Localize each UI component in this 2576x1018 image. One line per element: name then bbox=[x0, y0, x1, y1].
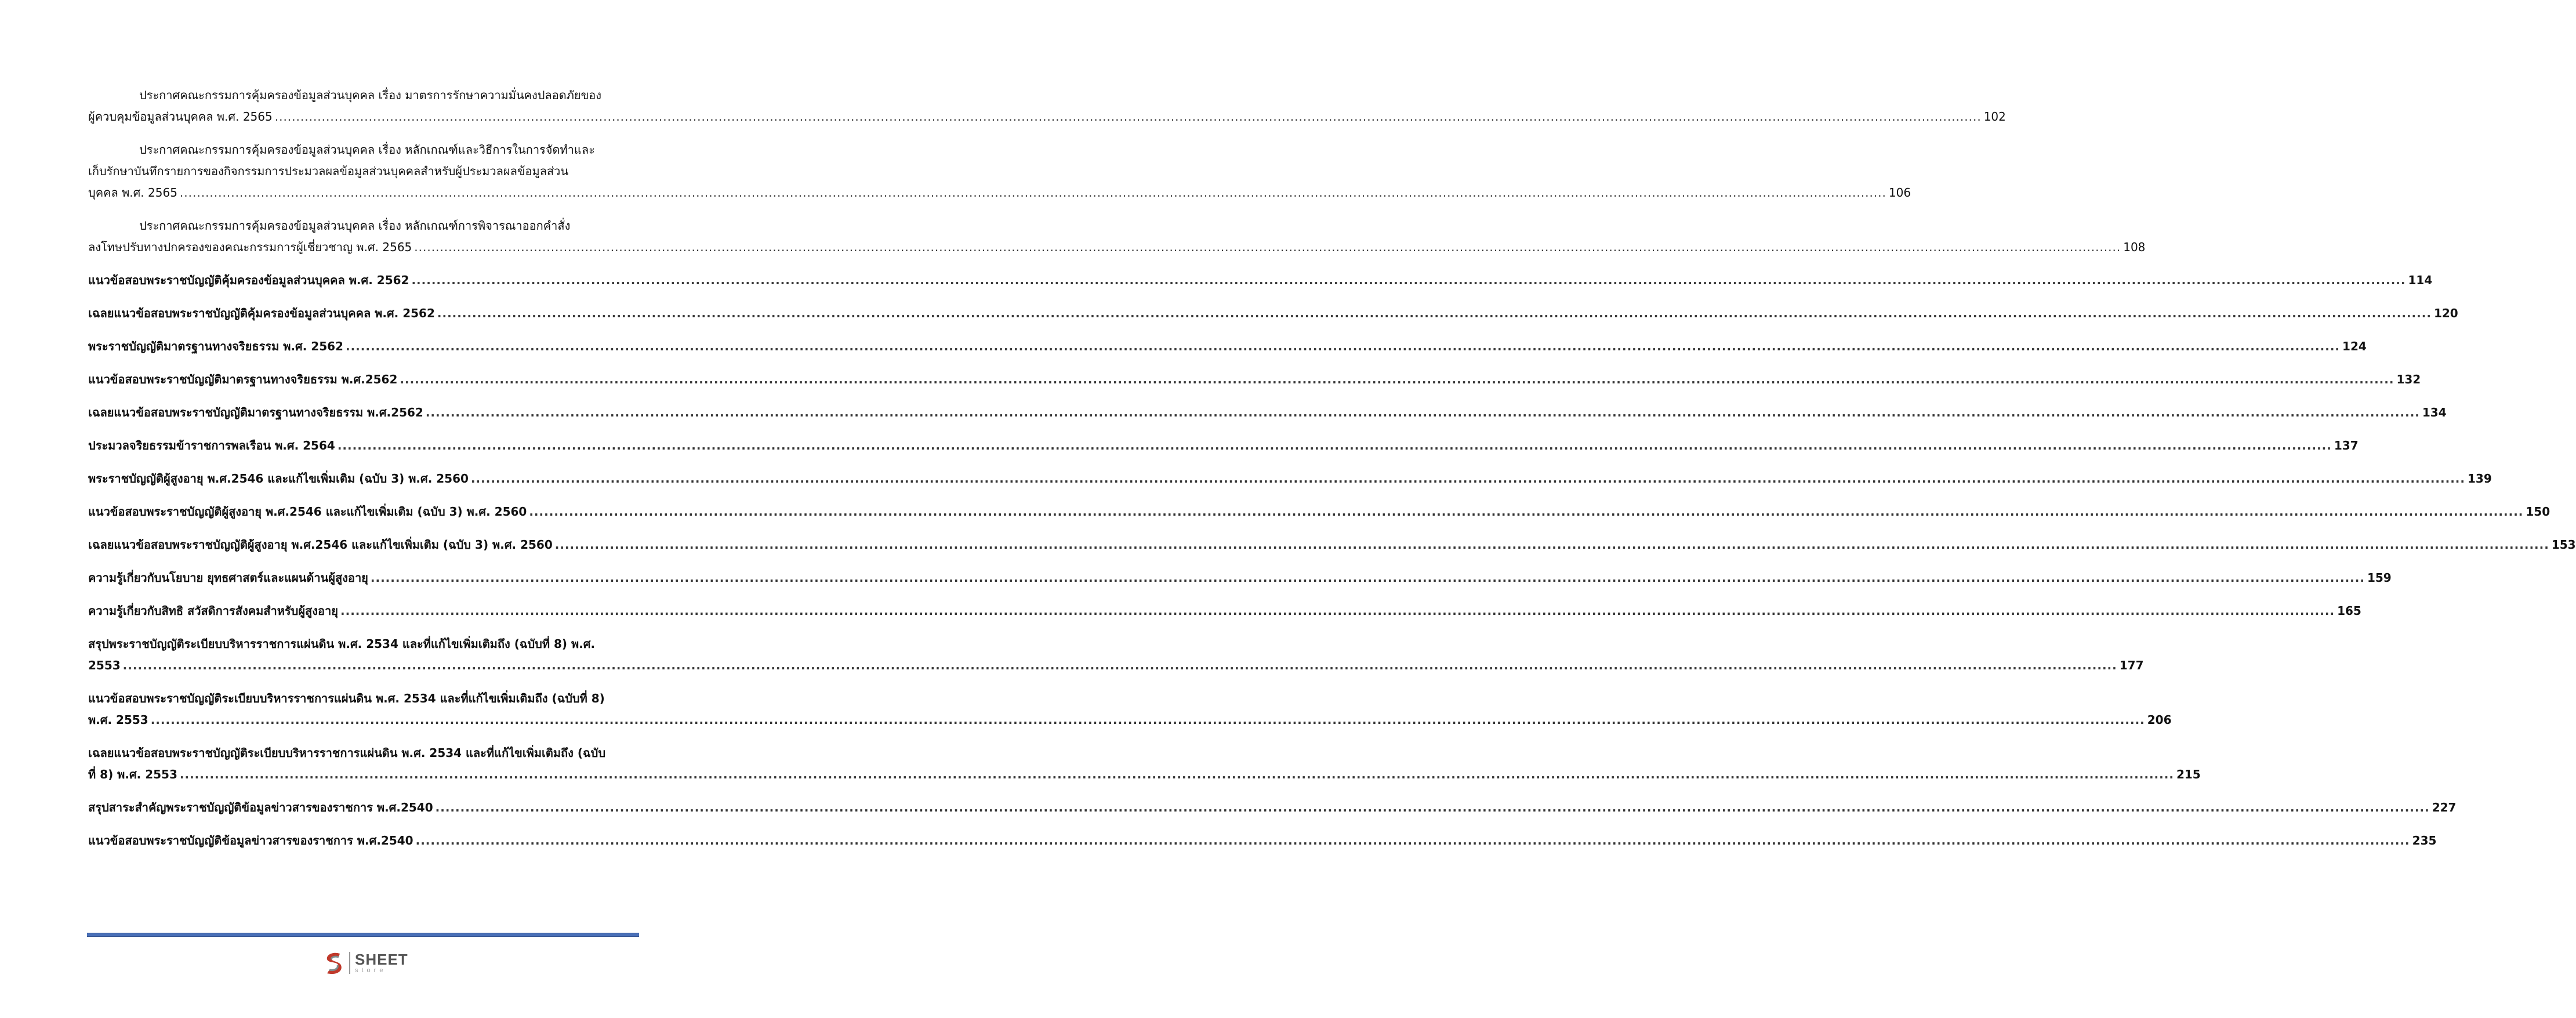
toc-entry-leader-line bbox=[88, 435, 2359, 457]
toc-page-number: 132 bbox=[2396, 372, 2421, 386]
toc-entry-title: ผู้ควบคุมข้อมูลส่วนบุคคล พ.ศ. 2565 bbox=[88, 110, 273, 124]
toc-entry-leader-line bbox=[88, 764, 2201, 785]
toc-entry bbox=[88, 336, 2367, 357]
toc-entry-title: แนวข้อสอบพระราชบัญญัติข้อมูลข่าวสารของราชการ พ.ศ.2540 bbox=[88, 834, 413, 847]
toc-entry-leader-line bbox=[88, 106, 2006, 128]
toc-entry-leader-line bbox=[88, 830, 2437, 852]
toc-entry-title: บุคคล พ.ศ. 2565 bbox=[88, 186, 177, 200]
toc-entry-leader-line bbox=[88, 369, 2421, 390]
toc-entry bbox=[88, 534, 2576, 556]
toc-entry-leader-line bbox=[88, 534, 2576, 556]
toc-entry bbox=[88, 567, 2392, 589]
toc-dot-leader: ................................................................................................................................................................................................................................................................................................................................................................................................................ bbox=[400, 372, 2394, 386]
toc-entry bbox=[88, 830, 2437, 852]
toc-entry-text-line: เฉลยแนวข้อสอบพระราชบัญญัติระเบียบบริหารราชการแผ่นดิน พ.ศ. 2534 และที่แก้ไขเพิ่มเติมถึง (ฉบับ bbox=[88, 746, 606, 760]
toc-dot-leader: ................................................................................................................................................................................................................................................................................................................................................................................................................ bbox=[345, 339, 2341, 353]
toc-entry-title: แนวข้อสอบพระราชบัญญัติมาตรฐานทางจริยธรรม พ.ศ.2562 bbox=[88, 372, 398, 386]
toc-page-number: 165 bbox=[2337, 604, 2361, 618]
logo-separator bbox=[349, 952, 350, 974]
toc-entry bbox=[88, 139, 1911, 204]
toc-entry-title: เฉลยแนวข้อสอบพระราชบัญญัติมาตรฐานทางจริยธรรม พ.ศ.2562 bbox=[88, 405, 423, 419]
toc-entry-leader-line bbox=[88, 797, 2457, 818]
sheet-store-logo bbox=[322, 948, 415, 978]
toc-dot-leader: ................................................................................................................................................................................................................................................................................................................................................................................................................ bbox=[425, 405, 2420, 419]
footer-divider bbox=[87, 933, 639, 937]
toc-entry bbox=[88, 501, 2550, 523]
toc-page-number: 159 bbox=[2367, 571, 2392, 585]
toc-entry bbox=[88, 85, 2006, 128]
toc-entry-text-line: สรุปพระราชบัญญัติระเบียบบริหารราชการแผ่นดิน พ.ศ. 2534 และที่แก้ไขเพิ่มเติมถึง (ฉบับที่ 8) พ.ศ. bbox=[88, 637, 596, 651]
toc-page-number: 215 bbox=[2176, 767, 2201, 781]
toc-page-number: 124 bbox=[2342, 339, 2367, 353]
toc-entry-title: ลงโทษปรับทางปกครองของคณะกรรมการผู้เชี่ยวชาญ พ.ศ. 2565 bbox=[88, 240, 412, 254]
toc-page-number: 150 bbox=[2526, 505, 2550, 519]
toc-page-number: 206 bbox=[2147, 713, 2172, 727]
toc-page-number: 106 bbox=[1888, 186, 1911, 200]
toc-dot-leader: ................................................................................................................................................................................................................................................................................................................................................................................................................ bbox=[411, 273, 2406, 287]
toc-entry-title: สรุปสาระสำคัญพระราชบัญญัติข้อมูลข่าวสารของราชการ พ.ศ.2540 bbox=[88, 800, 433, 814]
toc-entry-title: แนวข้อสอบพระราชบัญญัติผู้สูงอายุ พ.ศ.2546 และแก้ไขเพิ่มเติม (ฉบับ 3) พ.ศ. 2560 bbox=[88, 505, 527, 519]
toc-dot-leader: ................................................................................................................................................................................................................................................................................................................................................................................................................ bbox=[122, 658, 2117, 672]
toc-entry-leader-line bbox=[88, 501, 2550, 523]
toc-entry-text-line: ประกาศคณะกรรมการคุ้มครองข้อมูลส่วนบุคคล เรื่อง มาตรการรักษาความมั่นคงปลอดภัยของ bbox=[139, 88, 602, 102]
toc-page-number: 153 bbox=[2551, 538, 2576, 552]
toc-entry bbox=[88, 797, 2457, 818]
toc-dot-leader: ................................................................................................................................................................................................................................................................................................................................................................................................................ bbox=[415, 834, 2410, 847]
logo-brand-subtext: store bbox=[355, 967, 387, 974]
toc-dot-leader: ................................................................................................................................................................................................................................................................................................................................................................................................................ bbox=[470, 472, 2465, 486]
toc-entry-leader-line bbox=[88, 336, 2367, 357]
toc-dot-leader: ................................................................................................................................................................................................................................................................................................................................................................................................................ bbox=[529, 505, 2524, 519]
toc-entry bbox=[88, 600, 2361, 622]
toc-entry bbox=[88, 742, 2201, 785]
toc-page-number: 227 bbox=[2432, 800, 2457, 814]
toc-page-number: 137 bbox=[2334, 439, 2359, 452]
toc-page-number: 102 bbox=[1983, 110, 2006, 124]
toc-page-number: 108 bbox=[2123, 240, 2146, 254]
toc-entry-leader-line bbox=[88, 182, 1911, 204]
toc-dot-leader: ................................................................................................................................................................................................................................................................................................................................................................................................................ bbox=[435, 800, 2430, 814]
toc-entry bbox=[88, 303, 2458, 324]
toc-entry-leader-line bbox=[88, 270, 2433, 291]
toc-entry-title: เฉลยแนวข้อสอบพระราชบัญญัติผู้สูงอายุ พ.ศ.2546 และแก้ไขเพิ่มเติม (ฉบับ 3) พ.ศ. 2560 bbox=[88, 538, 553, 552]
toc-entry-title: พ.ศ. 2553 bbox=[88, 713, 148, 727]
toc-entry-text-line: แนวข้อสอบพระราชบัญญัติระเบียบบริหารราชการแผ่นดิน พ.ศ. 2534 และที่แก้ไขเพิ่มเติมถึง (ฉบับที่ 8) bbox=[88, 691, 605, 705]
toc-entry-title: พระราชบัญญัติมาตรฐานทางจริยธรรม พ.ศ. 2562 bbox=[88, 339, 343, 353]
logo-brand-text: SHEET bbox=[355, 951, 408, 968]
toc-dot-leader: ................................................................................................................................................................................................................................................................................................................................................................................................................ bbox=[274, 110, 1982, 124]
toc-entry bbox=[88, 468, 2492, 490]
toc-dot-leader: ................................................................................................................................................................................................................................................................................................................................................................................................................ bbox=[337, 439, 2332, 452]
toc-entry-text-line: ประกาศคณะกรรมการคุ้มครองข้อมูลส่วนบุคคล เรื่อง หลักเกณฑ์และวิธีการในการจัดทำและ bbox=[139, 143, 595, 157]
logo-wordmark bbox=[355, 952, 408, 974]
toc-dot-leader: ................................................................................................................................................................................................................................................................................................................................................................................................................ bbox=[370, 571, 2365, 585]
toc-entry bbox=[88, 435, 2359, 457]
toc-entry bbox=[88, 369, 2421, 390]
toc-dot-leader: ................................................................................................................................................................................................................................................................................................................................................................................................................ bbox=[340, 604, 2335, 618]
toc-entry-leader-line bbox=[88, 709, 2172, 731]
toc-entry bbox=[88, 270, 2433, 291]
toc-entry-leader-line bbox=[88, 567, 2392, 589]
toc-entry-title: 2553 bbox=[88, 658, 121, 672]
toc-dot-leader: ................................................................................................................................................................................................................................................................................................................................................................................................................ bbox=[179, 186, 1886, 200]
toc-page-number: 235 bbox=[2412, 834, 2437, 847]
toc-entry-title: แนวข้อสอบพระราชบัญญัติคุ้มครองข้อมูลส่วนบุคคล พ.ศ. 2562 bbox=[88, 273, 409, 287]
toc-entry-leader-line bbox=[88, 402, 2447, 423]
toc-entry bbox=[88, 215, 2146, 258]
toc-page-number: 134 bbox=[2422, 405, 2447, 419]
toc-entry-leader-line bbox=[88, 237, 2146, 258]
toc-dot-leader: ................................................................................................................................................................................................................................................................................................................................................................................................................ bbox=[554, 538, 2549, 552]
toc-entry-leader-line bbox=[88, 303, 2458, 324]
toc-page-number: 177 bbox=[2119, 658, 2144, 672]
toc-entry-title: ที่ 8) พ.ศ. 2553 bbox=[88, 767, 177, 781]
toc-entry-leader-line bbox=[88, 655, 2144, 676]
toc-entry-title: ความรู้เกี่ยวกับสิทธิ สวัสดิการสังคมสำหรับผู้สูงอายุ bbox=[88, 604, 338, 618]
toc-page-number: 120 bbox=[2433, 306, 2458, 320]
toc-entry-title: พระราชบัญญัติผู้สูงอายุ พ.ศ.2546 และแก้ไขเพิ่มเติม (ฉบับ 3) พ.ศ. 2560 bbox=[88, 472, 469, 486]
toc-entry-title: ประมวลจริยธรรมข้าราชการพลเรือน พ.ศ. 2564 bbox=[88, 439, 335, 452]
toc-entry-text-line: ประกาศคณะกรรมการคุ้มครองข้อมูลส่วนบุคคล เรื่อง หลักเกณฑ์การพิจารณาออกคำสั่ง bbox=[139, 219, 571, 233]
toc-entry-text-line: เก็บรักษาบันทึกรายการของกิจกรรมการประมวลผลข้อมูลส่วนบุคคลสำหรับผู้ประมวลผลข้อมูลส่วน bbox=[88, 164, 569, 178]
toc-dot-leader: ................................................................................................................................................................................................................................................................................................................................................................................................................ bbox=[437, 306, 2432, 320]
toc-dot-leader: ................................................................................................................................................................................................................................................................................................................................................................................................................ bbox=[179, 767, 2174, 781]
toc-page-number: 139 bbox=[2468, 472, 2492, 486]
table-of-contents bbox=[88, 85, 2576, 863]
toc-entry-leader-line bbox=[88, 600, 2361, 622]
toc-entry-title: ความรู้เกี่ยวกับนโยบาย ยุทธศาสตร์และแผนด้านผู้สูงอายุ bbox=[88, 571, 368, 585]
toc-entry-title: เฉลยแนวข้อสอบพระราชบัญญัติคุ้มครองข้อมูลส่วนบุคคล พ.ศ. 2562 bbox=[88, 306, 435, 320]
toc-entry bbox=[88, 402, 2447, 423]
toc-dot-leader: ................................................................................................................................................................................................................................................................................................................................................................................................................ bbox=[414, 240, 2121, 254]
toc-entry bbox=[88, 688, 2172, 731]
toc-dot-leader: ................................................................................................................................................................................................................................................................................................................................................................................................................ bbox=[150, 713, 2145, 727]
sheet-s-logo-icon bbox=[322, 950, 346, 976]
toc-entry-leader-line bbox=[88, 468, 2492, 490]
toc-page-number: 114 bbox=[2408, 273, 2433, 287]
toc-entry bbox=[88, 633, 2144, 676]
